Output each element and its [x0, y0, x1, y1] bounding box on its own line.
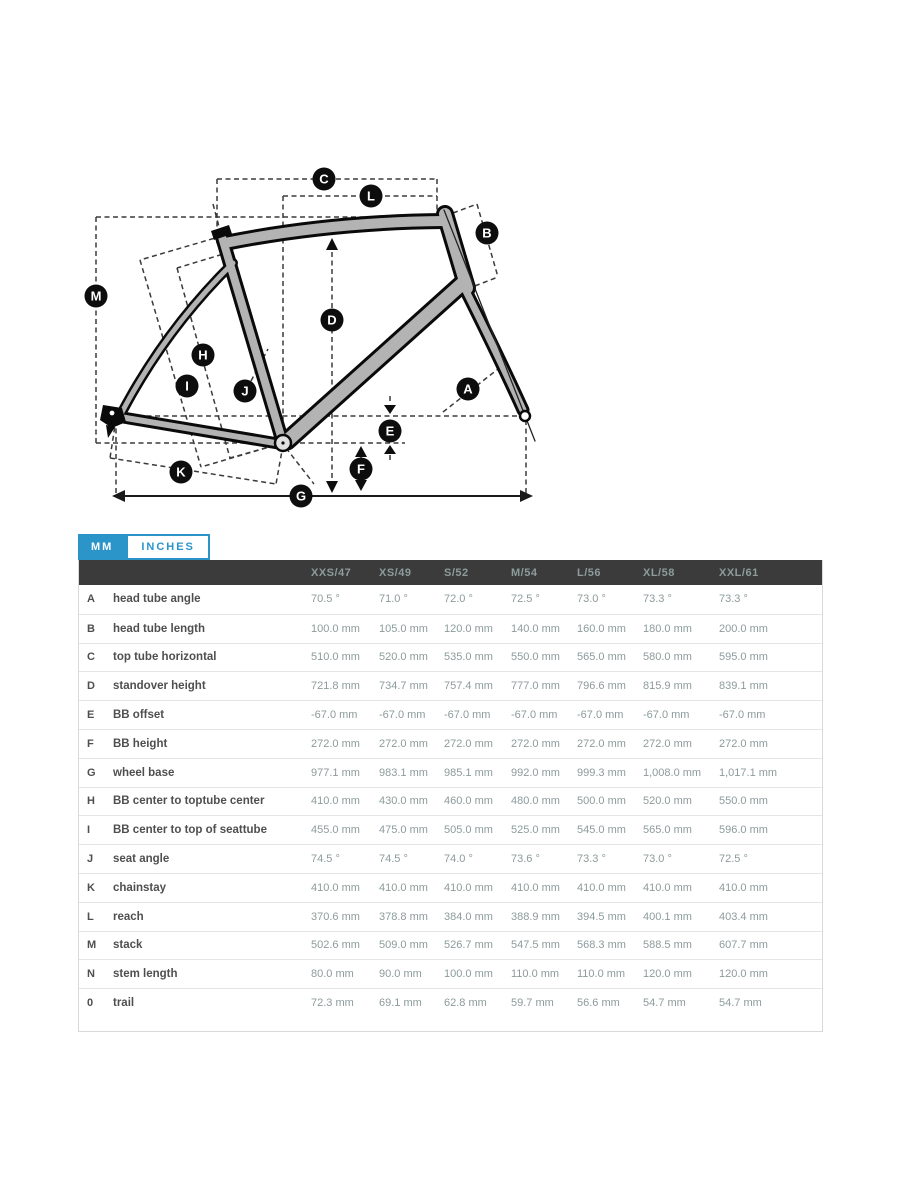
- column-header: XL/58: [643, 566, 675, 579]
- row-value: 734.7 mm: [379, 680, 428, 693]
- row-value: 378.8 mm: [379, 910, 428, 923]
- row-value: 140.0 mm: [511, 622, 560, 635]
- column-header: M/54: [511, 566, 538, 579]
- row-value: 70.5 °: [311, 593, 340, 606]
- row-key: L: [87, 910, 94, 923]
- row-value: 110.0 mm: [577, 968, 626, 981]
- front-dropout: [520, 411, 530, 421]
- svg-text:E: E: [385, 423, 395, 439]
- row-value: 74.0 °: [444, 853, 473, 866]
- row-label: head tube length: [113, 622, 205, 635]
- row-value: 54.7 mm: [719, 997, 762, 1010]
- row-value: 460.0 mm: [444, 795, 493, 808]
- table-row: [79, 729, 822, 758]
- row-value: 410.0 mm: [577, 881, 626, 894]
- row-key: G: [87, 766, 96, 779]
- row-key: M: [87, 939, 97, 952]
- table-row: [79, 787, 822, 816]
- row-value: -67.0 mm: [643, 709, 690, 722]
- row-value: 985.1 mm: [444, 766, 493, 779]
- row-label: stem length: [113, 968, 178, 981]
- row-value: -67.0 mm: [379, 709, 426, 722]
- row-value: 69.1 mm: [379, 997, 422, 1010]
- row-value: 502.6 mm: [311, 939, 360, 952]
- row-label: wheel base: [113, 766, 175, 779]
- row-key: H: [87, 795, 95, 808]
- row-value: 410.0 mm: [719, 881, 768, 894]
- row-value: 74.5 °: [311, 853, 340, 866]
- row-value: 394.5 mm: [577, 910, 626, 923]
- dim-label-D: [321, 309, 344, 332]
- dim-label-E: [379, 420, 402, 443]
- row-label: seat angle: [113, 853, 170, 866]
- row-key: J: [87, 853, 94, 866]
- row-value: 520.0 mm: [379, 651, 428, 664]
- row-value: 992.0 mm: [511, 766, 560, 779]
- row-value: 72.5 °: [511, 593, 540, 606]
- dim-label-J: [234, 380, 257, 403]
- row-value: 90.0 mm: [379, 968, 422, 981]
- row-value: 999.3 mm: [577, 766, 626, 779]
- svg-text:G: G: [295, 488, 307, 504]
- wheelbase-line: [112, 490, 533, 502]
- row-key: E: [87, 709, 95, 722]
- row-value: -67.0 mm: [444, 709, 491, 722]
- row-value: 526.7 mm: [444, 939, 493, 952]
- table-row: [79, 700, 822, 729]
- row-value: -67.0 mm: [577, 709, 624, 722]
- row-key: F: [87, 737, 94, 750]
- row-value: 455.0 mm: [311, 824, 360, 837]
- svg-text:B: B: [482, 225, 492, 241]
- svg-text:M: M: [90, 288, 102, 304]
- row-value: -67.0 mm: [311, 709, 358, 722]
- row-value: 1,008.0 mm: [643, 766, 702, 779]
- row-label: BB height: [113, 737, 168, 750]
- column-header: XS/49: [379, 566, 412, 579]
- row-key: I: [87, 824, 91, 837]
- dim-label-M: [85, 285, 108, 308]
- row-label: standover height: [113, 680, 206, 693]
- row-label: chainstay: [113, 881, 167, 894]
- row-value: 73.0 °: [577, 593, 606, 606]
- row-value: 73.6 °: [511, 853, 540, 866]
- row-value: 757.4 mm: [444, 680, 493, 693]
- table-row: [79, 643, 822, 672]
- dim-label-L: [360, 185, 383, 208]
- row-value: 72.3 mm: [311, 997, 354, 1010]
- table-row: [79, 815, 822, 844]
- row-value: 71.0 °: [379, 593, 408, 606]
- row-value: 56.6 mm: [577, 997, 620, 1010]
- row-value: 100.0 mm: [444, 968, 493, 981]
- row-label: head tube angle: [113, 593, 201, 606]
- row-value: 509.0 mm: [379, 939, 428, 952]
- row-key: K: [87, 881, 95, 894]
- row-value: 588.5 mm: [643, 939, 692, 952]
- row-value: 565.0 mm: [577, 651, 626, 664]
- row-value: 72.0 °: [444, 593, 473, 606]
- row-value: 535.0 mm: [444, 651, 493, 664]
- geometry-table: [78, 560, 823, 1032]
- row-value: 180.0 mm: [643, 622, 692, 635]
- table-row: [79, 873, 822, 902]
- table-row: [79, 988, 822, 1017]
- tab-mm[interactable]: MM: [78, 534, 126, 560]
- dim-label-H: [192, 344, 215, 367]
- row-key: 0: [87, 997, 94, 1010]
- geometry-table-section: [78, 534, 823, 1032]
- row-value: 272.0 mm: [311, 737, 360, 750]
- row-value: 74.5 °: [379, 853, 408, 866]
- bike-geometry-diagram: [0, 0, 900, 528]
- table-row: [79, 585, 822, 614]
- svg-text:H: H: [198, 347, 208, 363]
- table-row: [79, 931, 822, 960]
- dim-label-A: [457, 378, 480, 401]
- unit-tabs: [78, 534, 823, 560]
- table-row: [79, 614, 822, 643]
- row-value: 1,017.1 mm: [719, 766, 778, 779]
- dim-label-C: [313, 168, 336, 191]
- row-value: 120.0 mm: [643, 968, 692, 981]
- row-label: BB offset: [113, 709, 165, 722]
- row-value: 403.4 mm: [719, 910, 768, 923]
- row-value: 100.0 mm: [311, 622, 360, 635]
- row-key: C: [87, 651, 95, 664]
- row-value: 200.0 mm: [719, 622, 768, 635]
- row-value: -67.0 mm: [719, 709, 766, 722]
- row-value: 545.0 mm: [577, 824, 626, 837]
- row-label: top tube horizontal: [113, 651, 217, 664]
- row-value: 721.8 mm: [311, 680, 360, 693]
- table-header: [79, 560, 822, 585]
- table-body: [79, 585, 822, 1017]
- row-value: 54.7 mm: [643, 997, 686, 1010]
- row-value: 568.3 mm: [577, 939, 626, 952]
- row-value: 272.0 mm: [379, 737, 428, 750]
- row-value: 520.0 mm: [643, 795, 692, 808]
- row-value: 370.6 mm: [311, 910, 360, 923]
- steering-axis-line: [444, 210, 535, 441]
- table-row: [79, 902, 822, 931]
- row-value: 105.0 mm: [379, 622, 428, 635]
- dim-label-I: [176, 375, 199, 398]
- row-value: 607.7 mm: [719, 939, 768, 952]
- row-value: 815.9 mm: [643, 680, 692, 693]
- row-value: 384.0 mm: [444, 910, 493, 923]
- svg-text:J: J: [241, 383, 249, 399]
- row-value: 388.9 mm: [511, 910, 560, 923]
- row-label: reach: [113, 910, 144, 923]
- tab-inches[interactable]: INCHES: [126, 534, 210, 560]
- row-label: BB center to top of seattube: [113, 824, 267, 837]
- row-key: D: [87, 680, 95, 693]
- row-value: 796.6 mm: [577, 680, 626, 693]
- row-key: A: [87, 593, 95, 606]
- row-value: 73.0 °: [643, 853, 672, 866]
- table-row: [79, 758, 822, 787]
- column-header: L/56: [577, 566, 602, 579]
- row-value: 480.0 mm: [511, 795, 560, 808]
- row-value: 410.0 mm: [444, 881, 493, 894]
- row-value: 839.1 mm: [719, 680, 768, 693]
- row-key: B: [87, 622, 95, 635]
- row-value: 500.0 mm: [577, 795, 626, 808]
- row-label: trail: [113, 997, 135, 1010]
- row-value: 410.0 mm: [379, 881, 428, 894]
- row-value: 410.0 mm: [511, 881, 560, 894]
- svg-text:L: L: [367, 188, 375, 204]
- column-header: XXL/61: [719, 566, 759, 579]
- row-value: 59.7 mm: [511, 997, 554, 1010]
- svg-text:I: I: [185, 378, 189, 394]
- table-row: [79, 671, 822, 700]
- row-value: 272.0 mm: [577, 737, 626, 750]
- svg-text:K: K: [176, 464, 186, 480]
- dim-label-K: [170, 461, 193, 484]
- row-value: 525.0 mm: [511, 824, 560, 837]
- dim-label-F: [350, 458, 373, 481]
- row-value: 596.0 mm: [719, 824, 768, 837]
- row-value: 400.1 mm: [643, 910, 692, 923]
- row-value: 272.0 mm: [719, 737, 768, 750]
- column-header: XXS/47: [311, 566, 352, 579]
- row-value: 73.3 °: [643, 593, 672, 606]
- row-value: 505.0 mm: [444, 824, 493, 837]
- row-value: 565.0 mm: [643, 824, 692, 837]
- row-value: 983.1 mm: [379, 766, 428, 779]
- row-value: 120.0 mm: [719, 968, 768, 981]
- row-value: 120.0 mm: [444, 622, 493, 635]
- row-value: 272.0 mm: [511, 737, 560, 750]
- row-value: 272.0 mm: [444, 737, 493, 750]
- svg-text:A: A: [463, 381, 473, 397]
- svg-text:F: F: [357, 461, 365, 477]
- column-header: S/52: [444, 566, 469, 579]
- row-value: -67.0 mm: [511, 709, 558, 722]
- dim-label-B: [476, 222, 499, 245]
- bike-frame: [100, 210, 535, 451]
- row-value: 410.0 mm: [311, 795, 360, 808]
- row-value: 110.0 mm: [511, 968, 560, 981]
- row-value: 272.0 mm: [643, 737, 692, 750]
- row-value: 550.0 mm: [719, 795, 768, 808]
- row-value: 62.8 mm: [444, 997, 487, 1010]
- row-value: 72.5 °: [719, 853, 748, 866]
- row-value: 410.0 mm: [643, 881, 692, 894]
- row-value: 410.0 mm: [311, 881, 360, 894]
- table-row: [79, 844, 822, 873]
- row-value: 977.1 mm: [311, 766, 360, 779]
- row-label: stack: [113, 939, 143, 952]
- row-value: 73.3 °: [577, 853, 606, 866]
- row-value: 580.0 mm: [643, 651, 692, 664]
- row-key: N: [87, 968, 95, 981]
- svg-text:D: D: [327, 312, 337, 328]
- row-value: 510.0 mm: [311, 651, 360, 664]
- row-value: 547.5 mm: [511, 939, 560, 952]
- row-value: 550.0 mm: [511, 651, 560, 664]
- row-value: 160.0 mm: [577, 622, 626, 635]
- row-value: 595.0 mm: [719, 651, 768, 664]
- row-value: 430.0 mm: [379, 795, 428, 808]
- row-value: 80.0 mm: [311, 968, 354, 981]
- row-value: 73.3 °: [719, 593, 748, 606]
- row-value: 475.0 mm: [379, 824, 428, 837]
- row-value: 777.0 mm: [511, 680, 560, 693]
- row-label: BB center to toptube center: [113, 795, 265, 808]
- dim-label-G: [290, 485, 313, 508]
- rear-dropout: [100, 405, 126, 428]
- svg-text:C: C: [319, 171, 329, 187]
- table-row: [79, 959, 822, 988]
